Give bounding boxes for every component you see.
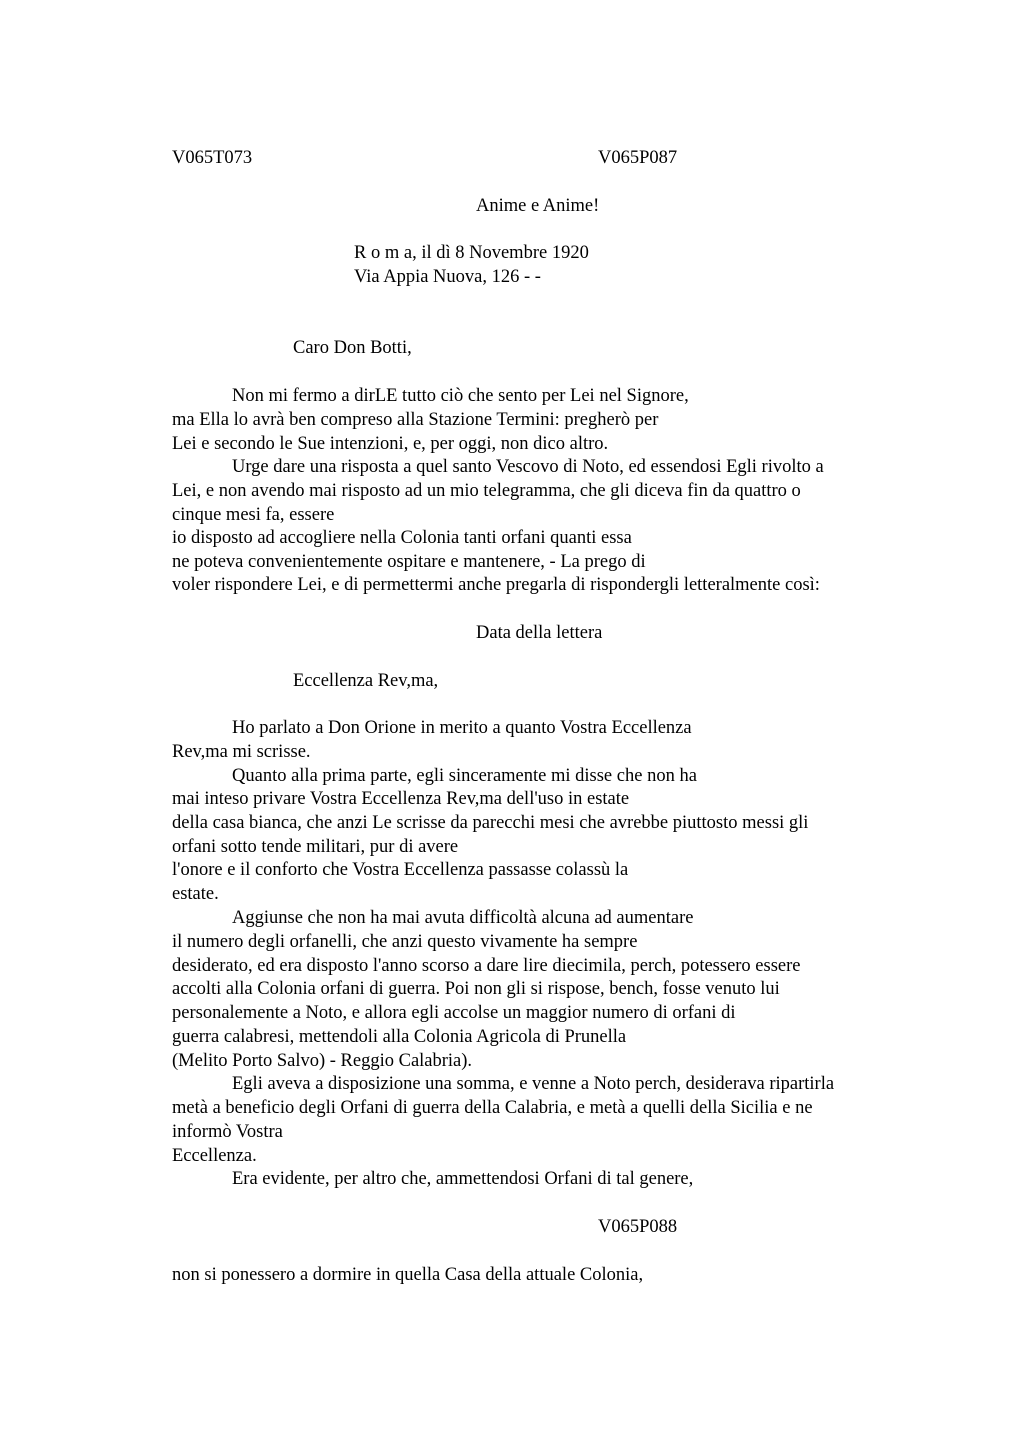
body-line: orfani sotto tende militari, pur di avere <box>172 837 459 857</box>
body-line: ne poteva convenientemente ospitare e mantenere, - La prego di <box>172 552 646 572</box>
body-line: estate. <box>172 884 219 904</box>
letter-title: Anime e Anime! <box>476 196 600 216</box>
date-placeholder: Data della lettera <box>476 623 603 643</box>
body-line: io disposto ad accogliere nella Colonia tanti orfani quanti essa <box>172 528 632 548</box>
body-line: della casa bianca, che anzi Le scrisse da parecchi mesi che avrebbe piuttosto messi gli <box>172 813 809 833</box>
dateline-address: Via Appia Nuova, 126 - - <box>354 267 541 287</box>
body-line: personalemente a Noto, e allora egli accolse un maggior numero di orfani di <box>172 1003 736 1023</box>
body-line: Aggiunse che non ha mai avuta difficoltà alcuna ad aumentare <box>232 908 694 928</box>
body-line: Ho parlato a Don Orione in merito a quanto Vostra Eccellenza <box>232 718 692 738</box>
body-line: Non mi fermo a dirLE tutto ciò che sento per Lei nel Signore, <box>232 386 689 406</box>
body-line: Egli aveva a disposizione una somma, e venne a Noto perch, desiderava ripartirla <box>232 1074 835 1094</box>
body-line: voler rispondere Lei, e di permettermi anche pregarla di rispondergli letteralmente così: <box>172 575 820 595</box>
body-line: cinque mesi fa, essere <box>172 505 335 525</box>
document-code-left: V065T073 <box>172 148 253 168</box>
body-line: Rev,ma mi scrisse. <box>172 742 311 762</box>
body-line: accolti alla Colonia orfani di guerra. Poi non gli si rispose, bench, fosse venuto lui <box>172 979 780 999</box>
document-code-right: V065P087 <box>598 148 678 168</box>
continuation-line: non si ponessero a dormire in quella Casa della attuale Colonia, <box>172 1265 644 1285</box>
body-line: informò Vostra <box>172 1122 283 1142</box>
body-line: Lei e secondo le Sue intenzioni, e, per oggi, non dico altro. <box>172 434 609 454</box>
body-line: Urge dare una risposta a quel santo Vescovo di Noto, ed essendosi Egli rivolto a <box>232 457 824 477</box>
salutation: Caro Don Botti, <box>293 338 412 358</box>
body-line: Eccellenza. <box>172 1146 257 1166</box>
body-line: metà a beneficio degli Orfani di guerra della Calabria, e metà a quelli della Sicilia e ne <box>172 1098 813 1118</box>
body-line: l'onore e il conforto che Vostra Eccellenza passasse colassù la <box>172 860 629 880</box>
salutation-excellency: Eccellenza Rev,ma, <box>293 671 439 691</box>
body-line: il numero degli orfanelli, che anzi questo vivamente ha sempre <box>172 932 638 952</box>
body-line: Era evidente, per altro che, ammettendosi Orfani di tal genere, <box>232 1169 694 1189</box>
body-line: guerra calabresi, mettendoli alla Colonia Agricola di Prunella <box>172 1027 627 1047</box>
dateline-place-date: R o m a, il dì 8 Novembre 1920 <box>354 243 589 263</box>
body-line: ma Ella lo avrà ben compreso alla Stazione Termini: pregherò per <box>172 410 659 430</box>
body-line: mai inteso privare Vostra Eccellenza Rev,ma dell'uso in estate <box>172 789 630 809</box>
body-line: desiderato, ed era disposto l'anno scorso a dare lire diecimila, perch, potessero essere <box>172 956 801 976</box>
body-line: Lei, e non avendo mai risposto ad un mio telegramma, che gli diceva fin da quattro o <box>172 481 801 501</box>
page-marker: V065P088 <box>598 1217 678 1237</box>
body-line: (Melito Porto Salvo) - Reggio Calabria). <box>172 1051 473 1071</box>
body-line: Quanto alla prima parte, egli sinceramente mi disse che non ha <box>232 766 697 786</box>
